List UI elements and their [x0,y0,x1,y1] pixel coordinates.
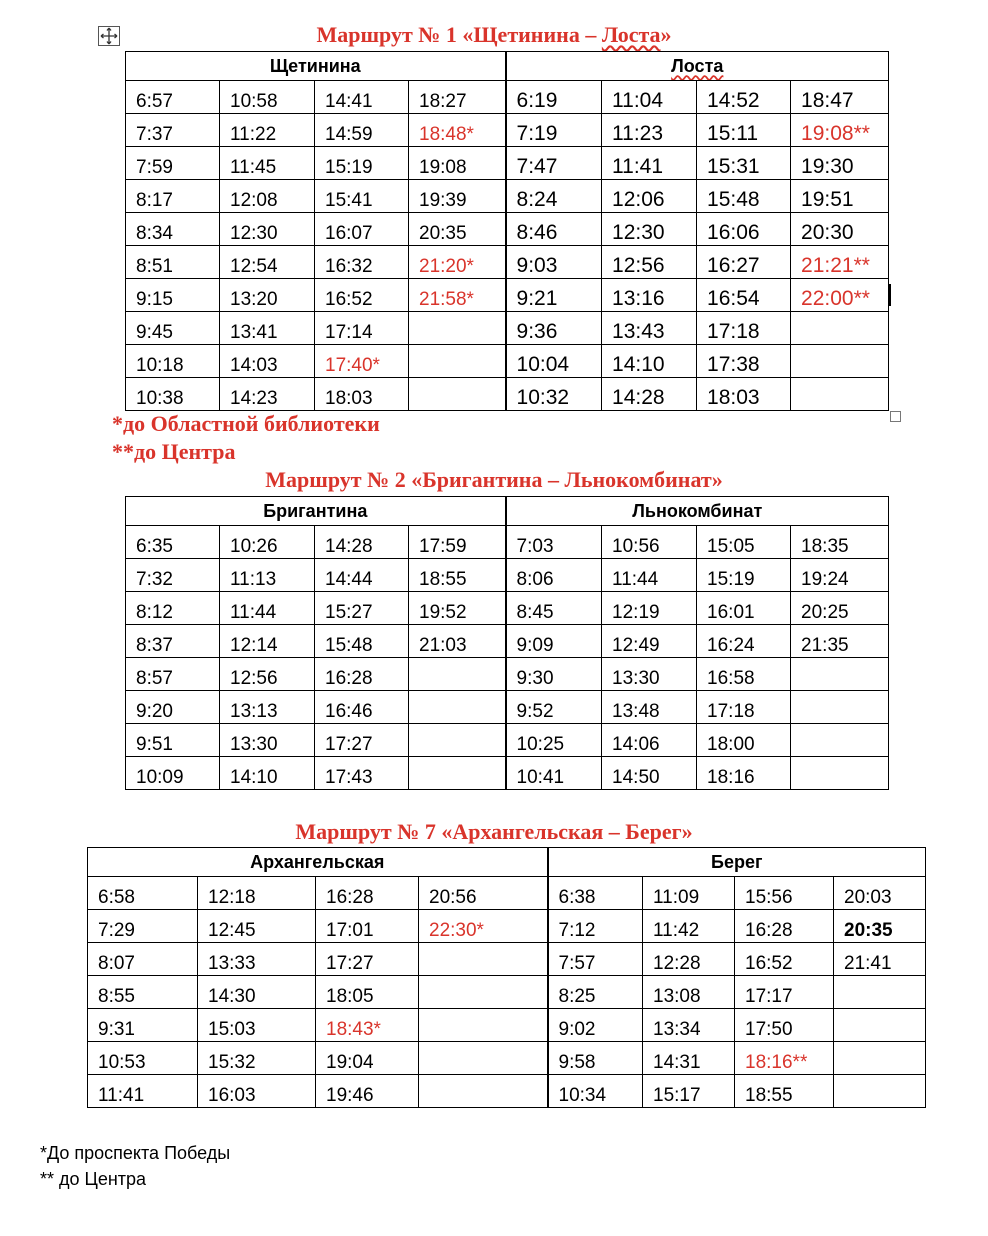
time-cell: 9:15 [126,279,220,312]
time-cell: 18:55 [735,1075,834,1108]
time-cell: 12:45 [198,910,316,943]
time-cell: 6:38 [548,877,643,910]
time-cell: 16:03 [198,1075,316,1108]
time-cell: 8:57 [126,658,220,691]
time-cell: 21:21** [791,246,889,279]
time-cell: 8:12 [126,592,220,625]
time-cell: 13:08 [643,976,735,1009]
time-cell: 14:50 [602,757,697,790]
route1-table [125,51,889,411]
time-cell: 14:28 [315,526,409,559]
time-cell: 10:53 [88,1042,198,1075]
time-cell: 8:46 [506,213,602,246]
time-cell [834,1075,926,1108]
time-cell: 14:10 [602,345,697,378]
time-cell: 18:35 [791,526,889,559]
time-cell [409,724,506,757]
time-cell: 9:31 [88,1009,198,1042]
time-cell: 13:16 [602,279,697,312]
time-cell: 9:52 [506,691,602,724]
time-cell: 19:46 [316,1075,419,1108]
time-cell: 14:03 [220,345,315,378]
route2-right-header: Льнокомбинат [506,497,889,526]
time-cell: 20:56 [419,877,548,910]
time-cell: 8:24 [506,180,602,213]
time-cell: 9:30 [506,658,602,691]
time-cell [791,345,889,378]
time-cell: 11:42 [643,910,735,943]
time-cell: 10:32 [506,378,602,411]
time-cell: 16:27 [697,246,791,279]
time-cell [409,691,506,724]
time-cell: 6:58 [88,877,198,910]
time-cell: 15:31 [697,147,791,180]
time-cell: 16:52 [315,279,409,312]
time-cell: 17:27 [316,943,419,976]
time-cell: 21:03 [409,625,506,658]
time-cell [791,757,889,790]
time-cell: 12:56 [220,658,315,691]
time-cell: 19:08 [409,147,506,180]
table-row [126,658,889,691]
time-cell: 14:06 [602,724,697,757]
time-cell: 15:11 [697,114,791,147]
table-row [126,81,889,114]
time-cell: 21:58* [409,279,506,312]
time-cell [791,378,889,411]
route2-left-header: Бригантина [126,497,506,526]
table-row [88,877,926,910]
time-cell: 19:04 [316,1042,419,1075]
time-cell: 9:20 [126,691,220,724]
time-cell: 8:37 [126,625,220,658]
time-cell: 16:06 [697,213,791,246]
table-row [126,559,889,592]
time-cell: 9:51 [126,724,220,757]
time-cell: 14:31 [643,1042,735,1075]
time-cell [409,658,506,691]
time-cell: 10:56 [602,526,697,559]
time-cell: 12:30 [220,213,315,246]
time-cell: 20:03 [834,877,926,910]
time-cell [791,724,889,757]
table-row [126,246,889,279]
time-cell: 18:03 [315,378,409,411]
time-cell: 15:03 [198,1009,316,1042]
time-cell: 19:39 [409,180,506,213]
table-row [126,757,889,790]
time-cell: 18:16** [735,1042,834,1075]
time-cell: 19:24 [791,559,889,592]
time-cell: 15:56 [735,877,834,910]
time-cell: 9:09 [506,625,602,658]
time-cell [409,378,506,411]
time-cell: 15:48 [697,180,791,213]
time-cell: 18:43* [316,1009,419,1042]
time-cell: 18:03 [697,378,791,411]
time-cell: 11:04 [602,81,697,114]
route7-table [87,847,926,1108]
time-cell: 18:27 [409,81,506,114]
table-resize-handle-icon[interactable] [890,411,901,422]
text-cursor [889,284,891,306]
time-cell [791,312,889,345]
time-cell: 9:36 [506,312,602,345]
time-cell: 21:35 [791,625,889,658]
time-cell: 10:26 [220,526,315,559]
time-cell: 16:24 [697,625,791,658]
time-cell: 17:50 [735,1009,834,1042]
time-cell [419,976,548,1009]
time-cell: 9:02 [548,1009,643,1042]
time-cell: 6:19 [506,81,602,114]
time-cell: 21:20* [409,246,506,279]
time-cell: 14:41 [315,81,409,114]
time-cell [419,1042,548,1075]
time-cell: 18:47 [791,81,889,114]
time-cell: 8:51 [126,246,220,279]
time-cell: 18:16 [697,757,791,790]
time-cell: 13:30 [220,724,315,757]
table-row [126,180,889,213]
time-cell: 15:19 [697,559,791,592]
time-cell: 19:08** [791,114,889,147]
time-cell [409,312,506,345]
table-row [126,312,889,345]
time-cell: 12:49 [602,625,697,658]
route7-note-2: ** до Центра [40,1169,147,1189]
time-cell: 15:05 [697,526,791,559]
time-cell: 9:45 [126,312,220,345]
time-cell: 16:28 [316,877,419,910]
time-cell: 12:06 [602,180,697,213]
table-row [126,147,889,180]
time-cell: 8:06 [506,559,602,592]
time-cell: 7:03 [506,526,602,559]
time-cell: 16:07 [315,213,409,246]
time-cell: 15:32 [198,1042,316,1075]
time-cell: 15:41 [315,180,409,213]
time-cell: 11:44 [602,559,697,592]
time-cell: 13:41 [220,312,315,345]
table-row [88,1009,926,1042]
route1-title: Маршрут № 1 «Щетинина – Лоста» [316,22,672,47]
time-cell: 13:48 [602,691,697,724]
time-cell: 15:19 [315,147,409,180]
route1-left-header: Щетинина [126,52,506,81]
time-cell: 11:13 [220,559,315,592]
time-cell: 7:32 [126,559,220,592]
time-cell [791,691,889,724]
time-cell: 10:58 [220,81,315,114]
table-row [88,943,926,976]
time-cell: 18:00 [697,724,791,757]
table-row [126,345,889,378]
table-row [126,691,889,724]
time-cell [409,757,506,790]
time-cell: 19:52 [409,592,506,625]
time-cell: 6:57 [126,81,220,114]
time-cell: 16:58 [697,658,791,691]
time-cell: 8:34 [126,213,220,246]
time-cell: 10:09 [126,757,220,790]
time-cell: 13:34 [643,1009,735,1042]
time-cell: 11:22 [220,114,315,147]
time-cell: 14:28 [602,378,697,411]
time-cell: 10:25 [506,724,602,757]
time-cell: 17:18 [697,312,791,345]
time-cell: 6:35 [126,526,220,559]
route2-table [125,496,889,790]
time-cell: 22:30* [419,910,548,943]
route7-left-header: Архангельская [88,848,548,877]
time-cell: 17:17 [735,976,834,1009]
time-cell: 14:59 [315,114,409,147]
time-cell: 10:34 [548,1075,643,1108]
time-cell: 10:38 [126,378,220,411]
time-cell [409,345,506,378]
time-cell: 15:27 [315,592,409,625]
time-cell: 12:30 [602,213,697,246]
time-cell: 7:57 [548,943,643,976]
table-row [88,910,926,943]
time-cell [419,1009,548,1042]
table-row [126,378,889,411]
time-cell: 8:17 [126,180,220,213]
time-cell: 13:43 [602,312,697,345]
time-cell: 16:01 [697,592,791,625]
time-cell: 12:18 [198,877,316,910]
time-cell: 17:18 [697,691,791,724]
time-cell: 7:37 [126,114,220,147]
time-cell: 11:44 [220,592,315,625]
time-cell: 10:41 [506,757,602,790]
time-cell: 12:14 [220,625,315,658]
time-cell: 11:45 [220,147,315,180]
time-cell: 11:41 [602,147,697,180]
time-cell [791,658,889,691]
time-cell: 7:12 [548,910,643,943]
table-row [88,976,926,1009]
time-cell [834,1009,926,1042]
time-cell: 17:01 [316,910,419,943]
time-cell: 13:13 [220,691,315,724]
time-cell: 16:54 [697,279,791,312]
time-cell: 17:14 [315,312,409,345]
time-cell: 11:23 [602,114,697,147]
time-cell: 15:48 [315,625,409,658]
time-cell: 12:08 [220,180,315,213]
time-cell: 9:58 [548,1042,643,1075]
time-cell: 16:52 [735,943,834,976]
time-cell: 8:07 [88,943,198,976]
table-row [126,592,889,625]
time-cell: 19:30 [791,147,889,180]
table-row [126,526,889,559]
time-cell: 12:19 [602,592,697,625]
time-cell: 7:29 [88,910,198,943]
table-row [88,1042,926,1075]
time-cell: 18:48* [409,114,506,147]
time-cell: 20:25 [791,592,889,625]
time-cell: 10:04 [506,345,602,378]
time-cell: 12:54 [220,246,315,279]
time-cell [834,976,926,1009]
time-cell [419,943,548,976]
time-cell: 16:28 [735,910,834,943]
time-cell: 16:32 [315,246,409,279]
route7-note-1: *До проспекта Победы [40,1143,231,1163]
time-cell: 14:10 [220,757,315,790]
time-cell: 16:46 [315,691,409,724]
time-cell: 16:28 [315,658,409,691]
time-cell: 9:21 [506,279,602,312]
route7-right-header: Берег [548,848,926,877]
route1-note-2: **до Центра [112,439,236,464]
time-cell: 17:27 [315,724,409,757]
route2-title: Маршрут № 2 «Бригантина – Льнокомбинат» [265,467,723,492]
time-cell: 20:35 [834,910,926,943]
time-cell: 20:35 [409,213,506,246]
table-row [126,724,889,757]
table-row [126,114,889,147]
time-cell: 17:40* [315,345,409,378]
time-cell: 14:44 [315,559,409,592]
time-cell: 21:41 [834,943,926,976]
time-cell: 13:30 [602,658,697,691]
time-cell: 13:33 [198,943,316,976]
route1-note-1: *до Областной библиотеки [112,411,380,436]
time-cell: 8:45 [506,592,602,625]
time-cell [834,1042,926,1075]
time-cell: 14:52 [697,81,791,114]
time-cell: 22:00** [791,279,889,312]
time-cell: 11:41 [88,1075,198,1108]
time-cell: 12:28 [643,943,735,976]
route7-title: Маршрут № 7 «Архангельская – Берег» [295,819,693,844]
time-cell: 8:25 [548,976,643,1009]
time-cell: 8:55 [88,976,198,1009]
time-cell: 7:59 [126,147,220,180]
table-row [88,1075,926,1108]
time-cell: 17:38 [697,345,791,378]
time-cell: 9:03 [506,246,602,279]
time-cell: 19:51 [791,180,889,213]
table-row [126,625,889,658]
time-cell: 18:05 [316,976,419,1009]
table-row [126,279,889,312]
route1-right-header: Лоста [506,52,889,81]
time-cell: 13:20 [220,279,315,312]
time-cell: 15:17 [643,1075,735,1108]
time-cell: 17:59 [409,526,506,559]
time-cell: 20:30 [791,213,889,246]
table-row [126,213,889,246]
time-cell: 18:55 [409,559,506,592]
time-cell: 12:56 [602,246,697,279]
time-cell: 7:47 [506,147,602,180]
time-cell: 14:30 [198,976,316,1009]
time-cell: 11:09 [643,877,735,910]
time-cell: 10:18 [126,345,220,378]
time-cell: 14:23 [220,378,315,411]
time-cell: 7:19 [506,114,602,147]
time-cell [419,1075,548,1108]
time-cell: 17:43 [315,757,409,790]
